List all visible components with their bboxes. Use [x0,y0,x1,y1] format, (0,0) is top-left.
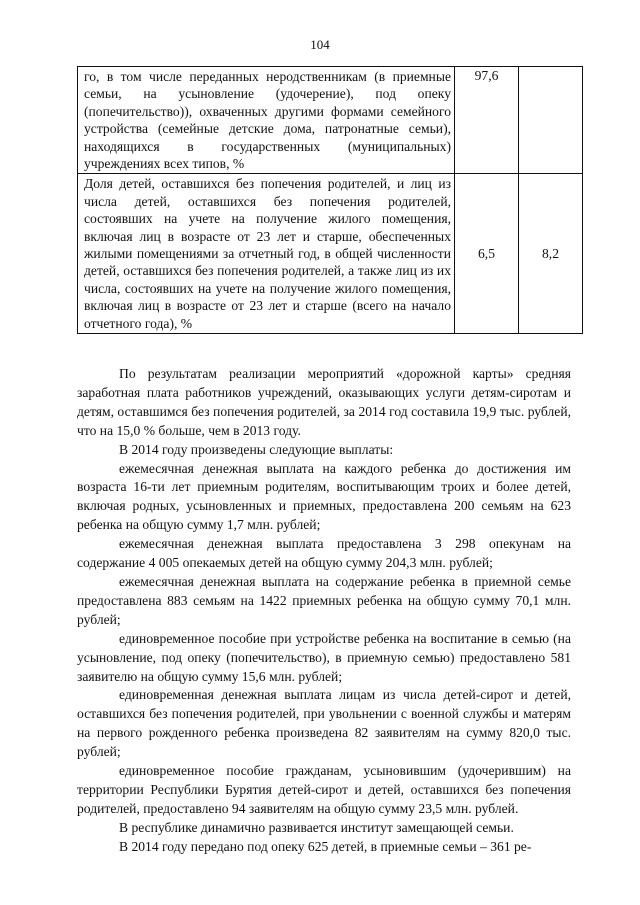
table-cell-value-2: 8,2 [519,174,583,334]
paragraph: ежемесячная денежная выплата на каждого ребенка до достижения им возраста 16-ти лет приемным родителям, воспитывающим троих и более детей, включая родных, усыновленных и приемных, предоставлена 200 семьям на 623 ребенка на общую сумму 1,7 млн. рублей; [77,460,571,533]
paragraph: В 2014 году передано под опеку 625 детей, в приемные семьи – 361 ре- [119,838,532,854]
table-cell-value-1: 6,5 [455,174,519,334]
paragraph: единовременное пособие гражданам, усыновившим (удочерившим) на территории Республики Бурятия детей-сирот и детей, оставшихся без попечения родителей, предоставлено 94 заявителям на общую сумму 23,5 млн. рублей. [77,763,571,816]
paragraph: В республике динамично развивается институт замещающей семьи. [119,819,514,835]
table-cell-value-1: 97,6 [455,67,519,174]
paragraph: единовременное пособие при устройстве ребенка на воспитание в семью (на усыновление, под опеку (попечительство), в приемную семью) предоставлено 581 заявителю на общую сумму 15,6 млн. рублей; [77,630,571,684]
indicators-table [77,66,583,334]
paragraph: По результатам реализации мероприятий «дорожной карты» средняя заработная плата работников учреждений, оказывающих услуги детям-сиротам и детям, оставшимся без попечения родителей, за 2014 год составила 19,9 тыс. рублей, что на 15,0 % больше, чем в 2013 году. [77,366,571,438]
paragraph: единовременная денежная выплата лицам из числа детей-сирот и детей, оставшихся без попечения родителей, при увольнении с военной службы и матерям на первого рожденного ребенка произведена 82 заявителям на сумму 820,0 тыс. рублей; [77,687,571,760]
paragraph: ежемесячная денежная выплата на содержание ребенка в приемной семье предоставлена 883 семьям на 1422 приемных ребенка на общую сумму 70,1 млн. рублей; [77,573,571,627]
paragraph: ежемесячная денежная выплата предоставлена 3 298 опекунам на содержание 4 005 опекаемых детей на общую сумму 204,3 млн. рублей; [77,536,571,571]
table-row [78,174,583,334]
table-cell-description: Доля детей, оставшихся без попечения родителей, и лиц из числа детей, оставшихся без попечения родителей, состоявших на учете на получение жилого помещения, включая лиц в возрасте от 23 лет и старше, обеспеченных жилыми помещениями за отчетный год, в общей численности детей, оставшихся без попечения родителей, а также лиц из их числа, состоявших на учете на получение жилого помещения, включая лиц в возрасте от 23 лет и старше (всего на начало отчетного года), % [78,174,455,334]
paragraph: В 2014 году произведены следующие выплаты: [119,441,394,457]
table-row [78,67,583,174]
body-text [77,365,571,857]
page-number: 104 [310,37,330,52]
table-cell-description: го, в том числе переданных неродственникам (в приемные семьи, на усыновление (удочерение), под опеку (попечительство)), охваченных другими формами семейного устройства (семейные детские дома, патронатные семьи), находящихся в государственных (муниципальных) учреждениях всех типов, % [78,67,455,174]
table-cell-value-2 [519,67,583,174]
